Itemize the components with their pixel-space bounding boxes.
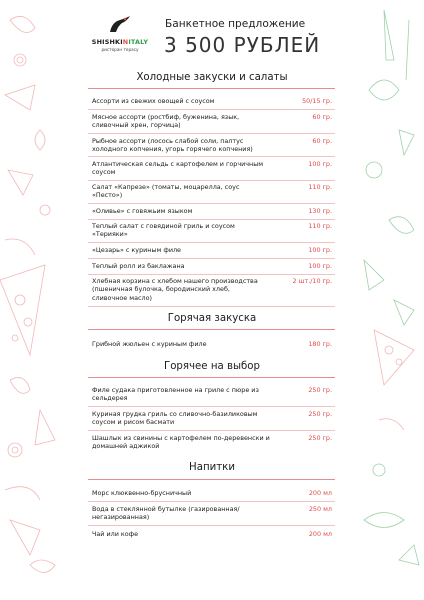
section-rule — [88, 88, 335, 89]
logo-letter-n: N — [122, 38, 129, 46]
logo-word-italy: ITALY — [128, 38, 149, 46]
menu-item-name: Морс клюквенно-брусничный — [92, 489, 192, 497]
menu-item-name: Хлебная корзина с хлебом нашего производства (пшеничная булочка, бородинский хлеб, сливочное масло) — [92, 277, 258, 302]
menu-item-portion: 110 гр. — [308, 222, 332, 230]
menu-item-portion: 200 мл — [308, 530, 332, 538]
logo-word-shishki: SHISHKI — [91, 38, 123, 46]
section-title-hot-choice: Горячее на выбор — [163, 361, 260, 372]
offer-price: 3 500 РУБЛЕЙ — [164, 33, 321, 57]
row-divider — [88, 180, 335, 181]
menu-item-portion: 100 гр. — [308, 160, 332, 168]
menu-item-portion: 60 гр. — [312, 137, 332, 145]
menu-item-name: Рыбное ассорти (лосось слабой соли, палтус холодного копчения, угорь горячего копчения) — [92, 137, 253, 154]
menu-item-name: Ассорти из свежих овощей с соусом — [92, 97, 215, 105]
menu-item-portion: 250 мл — [308, 505, 332, 513]
row-divider — [88, 242, 335, 243]
menu-item-name: Теплый ролл из баклажана — [92, 262, 185, 270]
menu-item-name: Мясное ассорти (ростбиф, буженина, язык, сливочный хрен, горчица) — [92, 113, 240, 130]
menu-item-portion: 180 гр. — [308, 340, 332, 348]
menu-item-portion: 130 гр. — [308, 207, 332, 215]
menu-item-portion: 60 гр. — [312, 113, 332, 121]
row-divider — [88, 133, 335, 134]
menu-item-name: Теплый салат с говядиной гриль и соусом «Терияки» — [92, 222, 235, 239]
row-divider — [88, 258, 335, 259]
offer-title: Банкетное предложение — [165, 18, 306, 30]
right-food-illustration — [354, 0, 424, 600]
logo-subtitle: ристоран терасу — [101, 47, 139, 52]
section-rule — [88, 479, 335, 480]
menu-item-portion: 250 гр. — [308, 386, 332, 394]
menu-item-name: Филе судака приготовленное на гриле с пюре из сельдерея — [92, 386, 259, 403]
row-divider — [88, 406, 335, 407]
menu-item-name: «Цезарь» с куриным филе — [92, 246, 181, 254]
section-title-drinks: Напитки — [189, 462, 235, 473]
row-divider — [88, 525, 335, 526]
row-divider — [88, 501, 335, 502]
row-divider — [88, 274, 335, 275]
menu-item-name: «Оливье» с говяжьим языком — [92, 207, 193, 215]
row-divider — [88, 203, 335, 204]
section-rule — [88, 329, 335, 330]
menu-item-portion: 110 гр. — [308, 183, 332, 191]
menu-item-portion: 100 гр. — [308, 262, 332, 270]
row-divider — [88, 219, 335, 220]
menu-item-name: Чай или кофе — [92, 530, 139, 538]
menu-item-name: Грибной жюльен с куриным филе — [92, 340, 207, 348]
menu-item-name: Шашлык из свинины с картофелем по-деревенски и домашней аджикой — [92, 434, 270, 451]
row-divider — [88, 109, 335, 110]
menu-item-name: Атлантическая сельдь с картофелем и горчичным соусом — [92, 160, 264, 177]
section-rule — [88, 377, 335, 378]
menu-item-portion: 50/15 гр. — [302, 97, 332, 105]
menu-item-portion: 2 шт./10 гр. — [292, 277, 332, 285]
menu-item-portion: 250 гр. — [308, 434, 332, 442]
menu-item-portion: 100 гр. — [308, 246, 332, 254]
menu-item-portion: 200 мл — [308, 489, 332, 497]
section-title-cold-appetizers: Холодные закуски и салаты — [136, 72, 288, 83]
row-divider — [88, 306, 335, 307]
cone-bird-icon — [107, 14, 133, 36]
section-title-hot-appetizer: Горячая закуска — [167, 313, 257, 324]
left-food-illustration — [0, 0, 70, 600]
logo-wordmark — [88, 38, 152, 46]
menu-item-portion: 250 гр. — [308, 410, 332, 418]
menu-item-name: Куриная грудка гриль со сливочно-базиликовым соусом и рисом басмати — [92, 410, 258, 427]
menu-item-name: Вода в стеклянной бутылке (газированная/негазированная) — [92, 505, 240, 522]
row-divider — [88, 156, 335, 157]
row-divider — [88, 430, 335, 431]
menu-item-name: Салат «Капрезе» (томаты, моцарелла, соус «Песто») — [92, 183, 240, 200]
restaurant-logo — [88, 14, 152, 64]
